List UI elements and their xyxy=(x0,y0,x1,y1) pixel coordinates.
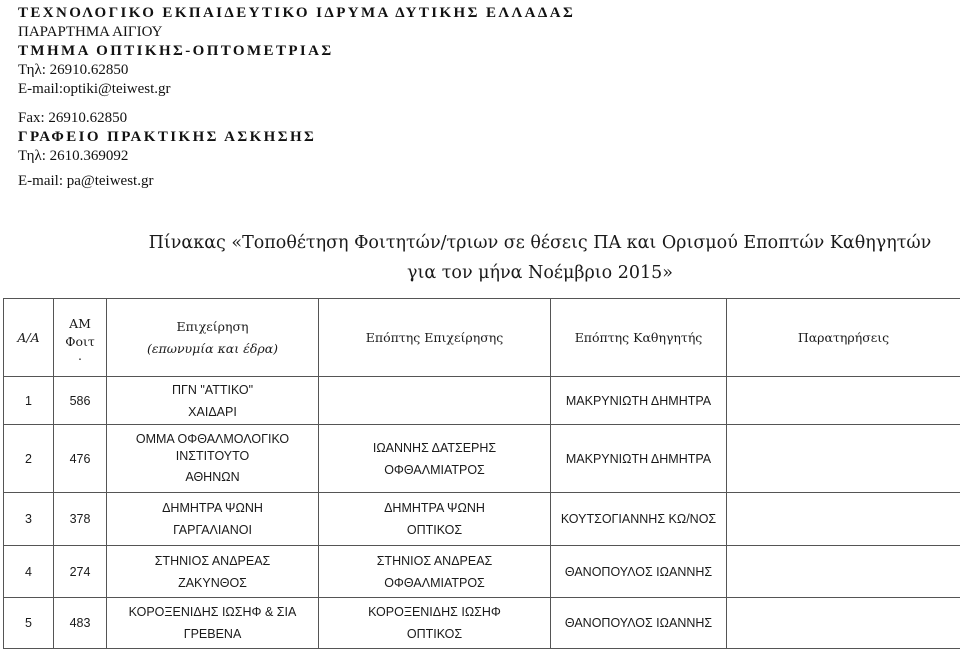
row-company: ΔΗΜΗΤΡΑ ΨΩΝΗ ΓΑΡΓΑΛΙΑΝΟΙ xyxy=(107,493,319,546)
row-am: 378 xyxy=(54,493,107,546)
row-company-supervisor xyxy=(319,377,551,425)
row-index: 3 xyxy=(4,493,54,546)
department-phone: Τηλ: 26910.62850 xyxy=(18,62,129,78)
header-professor-supervisor: Επόπτης Καθηγητής xyxy=(551,299,727,377)
header-company-supervisor: Επόπτης Επιχείρησης xyxy=(319,299,551,377)
header-index: Α/Α xyxy=(4,299,54,377)
table-row xyxy=(4,598,960,649)
row-company-supervisor: ΚΟΡΟΞΕΝΙΔΗΣ ΙΩΣΗΦ ΟΠΤΙΚΟΣ xyxy=(319,598,551,649)
department-fax: Fax: 26910.62850 xyxy=(18,110,128,126)
row-company-supervisor: ΣΤΗΝΙΟΣ ΑΝΔΡΕΑΣ ΟΦΘΑΛΜΙΑΤΡΟΣ xyxy=(319,546,551,598)
office-name: ΓΡΑΦΕΙΟ ΠΡΑΚΤΙΚΗΣ ΑΣΚΗΣΗΣ xyxy=(18,129,317,145)
row-am: 586 xyxy=(54,377,107,425)
row-professor: ΜΑΚΡΥΝΙΩΤΗ ΔΗΜΗΤΡΑ xyxy=(551,425,727,493)
document-title xyxy=(60,228,960,288)
row-professor: ΘΑΝΟΠΟΥΛΟΣ ΙΩΑΝΝΗΣ xyxy=(551,598,727,649)
row-notes xyxy=(727,493,960,546)
header-company: Επιχείρηση (επωνυμία και έδρα) xyxy=(107,299,319,377)
letterhead xyxy=(18,4,718,191)
row-company: ΚΟΡΟΞΕΝΙΔΗΣ ΙΩΣΗΦ & ΣΙΑ ΓΡΕΒΕΝΑ xyxy=(107,598,319,649)
department-name: ΤΜΗΜΑ ΟΠΤΙΚΗΣ-ΟΠΤΟΜΕΤΡΙΑΣ xyxy=(18,43,334,59)
row-index: 2 xyxy=(4,425,54,493)
table-row xyxy=(4,546,960,598)
table-row xyxy=(4,493,960,546)
placement-table xyxy=(3,298,960,649)
row-professor: ΜΑΚΡΥΝΙΩΤΗ ΔΗΜΗΤΡΑ xyxy=(551,377,727,425)
institution-name: ΤΕΧΝΟΛΟΓΙΚΟ ΕΚΠΑΙΔΕΥΤΙΚΟ ΙΔΡΥΜΑ ΔΥΤΙΚΗΣ ΕΛΛΑΔΑΣ xyxy=(18,5,576,21)
office-email: E-mail: pa@teiwest.gr xyxy=(18,173,154,189)
title-line-1: Πίνακας «Τοποθέτηση Φοιτητών/τριων σε θέσεις ΠΑ και Ορισμού Εποπτών Καθηγητών xyxy=(148,233,932,253)
table-header-row xyxy=(4,299,960,377)
header-am: ΑΜ Φοιτ . xyxy=(54,299,107,377)
row-index: 5 xyxy=(4,598,54,649)
header-notes: Παρατηρήσεις xyxy=(727,299,960,377)
row-company-supervisor: ΔΗΜΗΤΡΑ ΨΩΝΗ ΟΠΤΙΚΟΣ xyxy=(319,493,551,546)
row-am: 483 xyxy=(54,598,107,649)
row-company: ΣΤΗΝΙΟΣ ΑΝΔΡΕΑΣ ΖΑΚΥΝΘΟΣ xyxy=(107,546,319,598)
row-notes xyxy=(727,377,960,425)
office-phone: Τηλ: 2610.369092 xyxy=(18,148,129,164)
row-professor: ΘΑΝΟΠΟΥΛΟΣ ΙΩΑΝΝΗΣ xyxy=(551,546,727,598)
row-index: 1 xyxy=(4,377,54,425)
row-am: 476 xyxy=(54,425,107,493)
row-notes xyxy=(727,598,960,649)
row-notes xyxy=(727,546,960,598)
row-company: ΟΜΜΑ ΟΦΘΑΛΜΟΛΟΓΙΚΟ ΙΝΣΤΙΤΟΥΤΟ ΑΘΗΝΩΝ xyxy=(107,425,319,493)
branch-name: ΠΑΡΑΡΤΗΜΑ ΑΙΓΙΟΥ xyxy=(18,24,163,40)
row-professor: ΚΟΥΤΣΟΓΙΑΝΝΗΣ ΚΩ/ΝΟΣ xyxy=(551,493,727,546)
row-company: ΠΓΝ "ΑΤΤΙΚΟ" ΧΑΙΔΑΡΙ xyxy=(107,377,319,425)
row-notes xyxy=(727,425,960,493)
table-row xyxy=(4,377,960,425)
row-company-supervisor: ΙΩΑΝΝΗΣ ΔΑΤΣΕΡΗΣ ΟΦΘΑΛΜΙΑΤΡΟΣ xyxy=(319,425,551,493)
table-row xyxy=(4,425,960,493)
row-index: 4 xyxy=(4,546,54,598)
title-line-2: για τον μήνα Νοέμβριο 2015» xyxy=(407,263,673,283)
row-am: 274 xyxy=(54,546,107,598)
department-email: E-mail:optiki@teiwest.gr xyxy=(18,81,171,97)
